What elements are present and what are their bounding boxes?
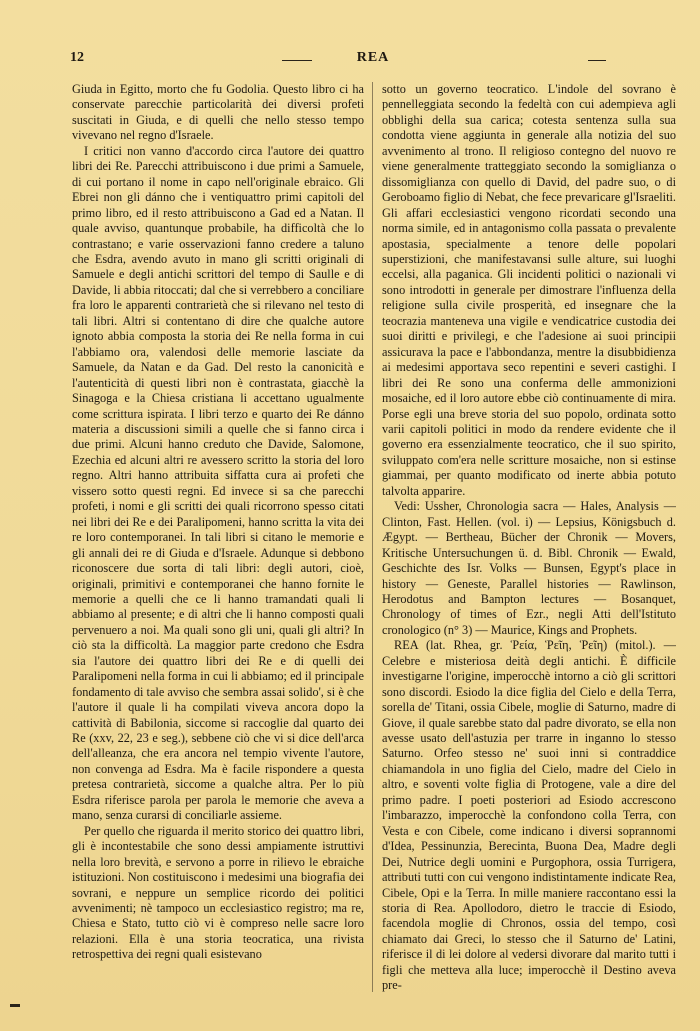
margin-mark — [10, 1004, 20, 1007]
running-head: REA — [356, 50, 390, 65]
header-rule-left — [282, 60, 312, 61]
right-column — [382, 82, 676, 992]
references-paragraph: Vedi: Ussher, Chronologia sacra — Hales, Analysis — Clinton, Fast. Hellen. (vol. i) — Lepsius, Königsbuch d. Ægypt. — Bertheau, Bücher der Chronik — Movers, Kritische Untersuchungen ü. d. Bibl. Chronik — Ewald, Geschichte des Isr. Volks — Bunsen, Egypt's place in history — Geneste, Parallel histories — Rawlinson, Herodotus and Bampton lectures — Bosanquet, Chronology of times of Ezr., negli Atti dell'Istituto cronologico (n° 3) — Maurice, Kings and Prophets. — [382, 499, 676, 637]
header-rule-right — [588, 60, 606, 61]
column-separator — [372, 82, 373, 992]
paragraph: sotto un governo teocratico. L'indole del sovrano è pennelleggiata secondo la fedeltà con cui adempieva agli obblighi della sua carica; cotesta sentenza sulla sua condotta viene aggiunta in generale alla notizia del suo avvenimento al trono. Il religioso contegno del nuovo re viene generalmente tratteggiato secondo la somiglianza o dissomiglianza con quello di David, del padre suo, o di Geroboamo figlio di Nebat, che fece prevaricare gl'Israeliti. Gli affari ecclesiastici vengono ricordati secondo una norma simile, ed in antagonismo colla passata o prevalente apostasia, specialmente a tenore delle popolari superstizioni, che manifestavansi sulle alture, sui luoghi eccelsi, alla paganica. Gli incidenti politici o nazionali vi sono introdotti in generale per dimostrare l'influenza della religione sulla civile prosperità, ed insegnare che la teocrazia manteneva una vigile e vendicatrice custodia dei suoi diritti e privilegi, e che l'adesione ai suoi principii assicurava la pace e l'abbondanza, mentre la disubbidienza ai medesimi apportava seco repentini e severi castighi. I libri dei Re sono una conferma delle ammonizioni mosaiche, ed il loro autore ebbe ciò continuamente di mira. Porse egli una breve storia del suo popolo, ordinata sotto varii capitoli politici in modo da rendere evidente che il governo era essenzialmente teocratico, che il suo spirito, sviluppato com'era nelle scritture mosaiche, non si estinse giammai, per quanto modificato od inerte abbia potuto talvolta apparire. — [382, 82, 676, 498]
paragraph: I critici non vanno d'accordo circa l'autore dei quattro libri dei Re. Parecchi attribuiscono i due primi a Samuele, di cui portano il nome in capo nell'originale ebraico. Gli Ebrei non gli dánno che i ventiquattro primi capitoli del primo libro, ed il resto attribuiscono a Gad ed a Natan. Il quale avviso, quantunque probabile, ha difficoltà che lo contrastano; e varie osservazioni fanno credere a taluno che Esdra, avendo avuto in mano gli scritti originali di Samuele e degli antichi scrittori del tempo di Saulle e di Davide, li abbia ritoccati; dal che si verrebbero a conciliare fra loro le apparenti contrarietà che si rilevano nel testo di tali libri. Altri si contentano di dire che qualche autore ignoto abbia composta la storia dei Re nella forma in cui l'abbiamo ora, valendosi delle memorie lasciate da Samuele, da Natan e da Gad. Del resto la canonicità e l'autenticità di questi libri non è contrastata, giacchè la Sinagoga e la Chiesa cristiana li accettano ugualmente come scrittura ispirata. I libri terzo e quarto dei Re dánno materia a discussioni simili a quelle che si fanno circa i due primi. Alcuni hanno creduto che Davide, Salomone, Ezechia ed alcuni altri re avessero scritto la storia del loro regno. Altri hanno attribuita siffatta cura ai profeti che vissero sotto questi regni. Ed invece si sa che parecchi profeti, i nomi e gli scritti dei quali ricorrono spesso citati nei libri dei Re e dei Paralipomeni, hanno scritta la vita dei re loro contemporanei. In tali libri si citano le memorie e gli annali dei re di Giuda e d'Israele. Adunque si debbono riconoscere due sorta di tali libri: degli autori, cioè, originali, primitivi e contemporanei che hanno fornite le memorie a quelli che ce li hanno tramandati quali li abbiamo al presente; e di altri che li hanno composti quali pervenuero a noi. Ma quali sono gli uni, quali gli altri? In ciò sta la difficoltà. La maggior parte credono che Esdra sia l'autore dei quattro libri dei Re e di quelli dei Paralipomeni nella forma in cui li abbiamo; ed il principale fondamento di tale avviso che sembra assai solido', si è che l'autore il quale li ha compilati viveva ancora dopo la cattività di Babilonia, siccome si raccoglie dal quarto dei Re (xxv, 22, 23 e seg.), sebbene ciò che vi si dice dell'arca dell'alleanza, che era ancora nel tempio vivente l'autore, non convenga ad Esdra. Ma è facile rispondere a questa pretesa contrarietà, siccome a qualche altra. Per lo più Esdra riferisce parola per parola le memorie che aveva a mano, senza curarsi di conciliarle assieme. — [72, 143, 364, 823]
page-number: 12 — [70, 50, 84, 65]
paragraph: Per quello che riguarda il merito storico dei quattro libri, gli è incontestabile che sono dessi ampiamente istruttivi nella loro brevità, e servono a porre in rilievo le ebraiche istituzioni. Non costituiscono i medesimi una biografia dei sovrani, e neppure un semplice ricordo dei politici avvenimenti; nè tampoco un ecclesiastico registro; ma re, Chiesa e Stato, tutto ciò vi è compreso nelle sacre loro relazioni. Ella è una storia teocratica, una rivista retrospettiva dei regni quali esistevano — [72, 823, 364, 962]
left-column — [72, 82, 364, 992]
paragraph: Giuda in Egitto, morto che fu Godolia. Questo libro ci ha conservate parecchie particolarità dei diversi profeti suscitati in Giuda, e di quelli che nello stesso tempo vivevano nel regno d'Israele. — [72, 82, 364, 143]
page-header — [70, 50, 676, 72]
entry-rea: REA (lat. Rhea, gr. Ῥεία, Ῥεῖη, Ῥεῖη) (mitol.). — Celebre e misteriosa deità degli antichi. È difficile investigarne l'origine, imperocchè intorno a ciò gli scrittori sono discordi. Esiodo la dice figlia del Cielo e della Terra, sorella de' Titani, ossia Cibele, moglie di Saturno, madre di Giove, il quale sarebbe stato dal padre divorato, se ella non avesse usato dell'astuzia per trarre in inganno lo stesso Saturno. Orfeo stesso ne' suoi inni si contraddice chiamandola in uno figlia del Cielo, madre del Cielo in altro, e soventi volte figlia di Protogene, vale a dire del primo padre. I poeti posteriori ad Esiodo accrescono l'imbarazzo, imperocchè la confondono colla Terra, con Vesta e con Cibele, come indicano i diversi soprannomi d'Idea, Pessinunzia, Berecinta, Buona Dea, Madre degli Dei, Nutrice degli uomini e Purgophora, ossia Turrigera, attributi tutti con cui vengono indistintamente indicate Rea, Cibele, Opi e la Terra. In mille maniere raccontano essi la storia di Rea. Apollodoro, dietro le traccie di Esiodo, facendola moglie di Chronos, ossia del tempo, così chiamato dai Greci, lo stesso che il Saturno de' Latini, riferisce il di lei dolore al vedersi divorare dal marito tutti i figli che metteva alla luce; imperocchè il Destino aveva pre- — [382, 638, 676, 992]
